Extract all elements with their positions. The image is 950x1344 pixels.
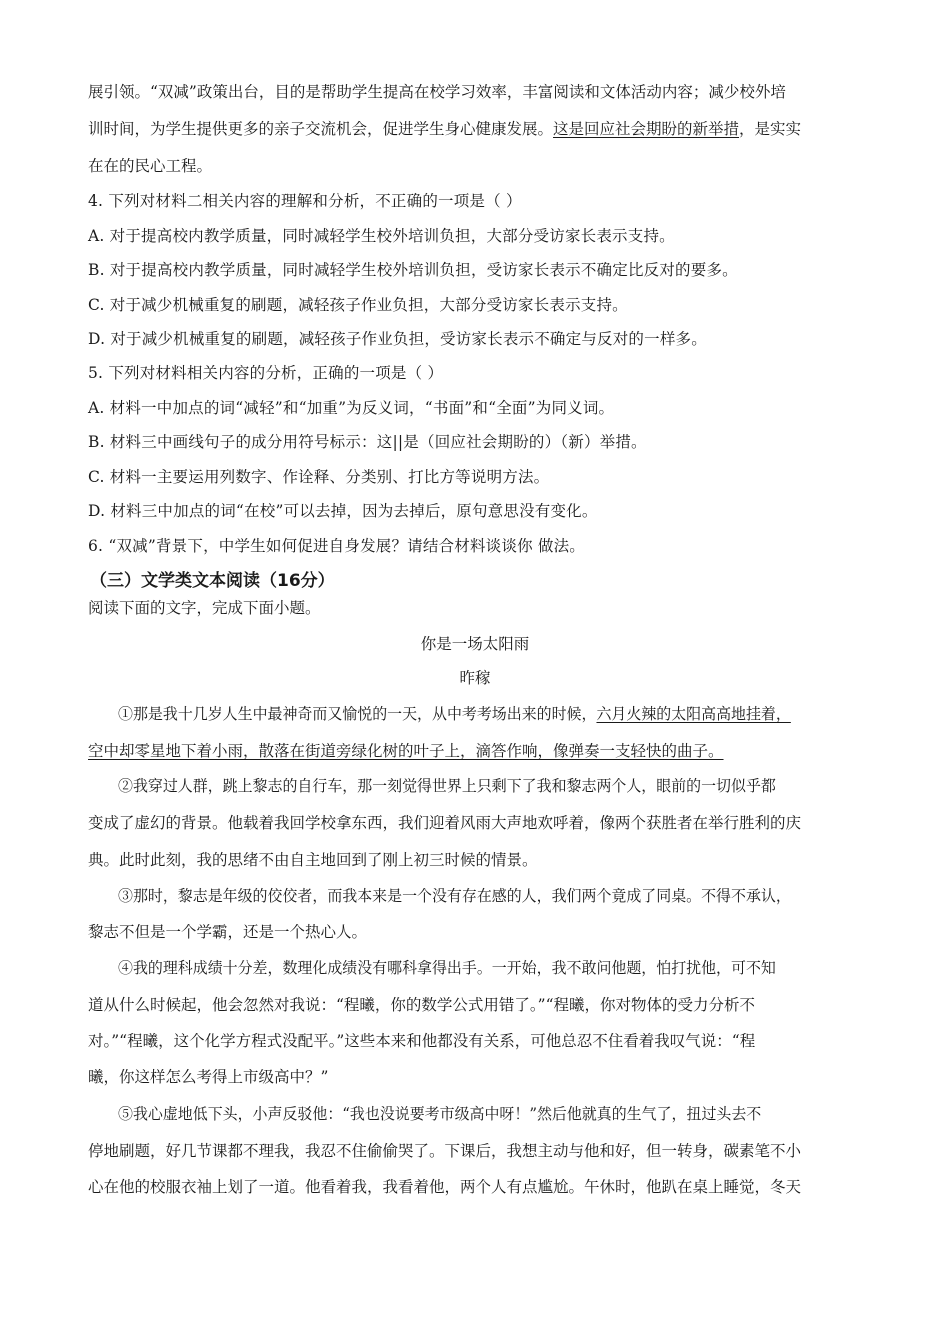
paragraph-2-line-3: 典。此时此刻，我的思绪不由自主地回到了刚上初三时候的情景。 [88,851,538,869]
question-5-option-d[interactable]: D. 材料三中加点的词“在校”可以去掉，因为去掉后，原句意思没有变化。 [88,502,598,520]
question-6-stem: 6. “双减”背景下，中学生如何促进自身发展？请结合材料谈谈你 做法。 [88,537,585,555]
section-instruction: 阅读下面的文字，完成下面小题。 [88,599,321,617]
question-4-stem: 4. 下列对材料二相关内容的理解和分析，不正确的一项是（ ） [88,192,522,210]
question-4-option-b[interactable]: B. 对于提高校内教学质量，同时减轻学生校外培训负担，受访家长表示不确定比反对的要多。 [88,261,738,279]
intro-line-2-tail: ，是实实 [739,120,802,138]
paragraph-1-number: ① [118,705,133,723]
question-5-option-c[interactable]: C. 材料一主要运用列数字、作诠释、分类别、打比方等说明方法。 [88,468,550,486]
paragraph-1-underlined-1: 六月火辣的太阳高高地挂着， [596,705,791,723]
paragraph-5-line-3: 心在他的校服衣袖上划了一道。他看着我，我看着他，两个人有点尴尬。午休时，他趴在桌上睡觉，冬天 [88,1178,802,1196]
paragraph-1-underlined-2: 空中却零星地下着小雨，散落在街道旁绿化树的叶子上，滴答作响，像弹奏一支轻快的曲子。 [88,742,724,760]
paragraph-4-line-4: 曦，你这样怎么考得上市级高中？” [88,1068,329,1086]
paragraph-1-text: 那是我十几岁人生中最神奇而又愉悦的一天，从中考考场出来的时候， [132,705,597,723]
question-4-option-a[interactable]: A. 对于提高校内教学质量，同时减轻学生校外培训负担，大部分受访家长表示支持。 [88,227,675,245]
question-5-option-b[interactable]: B. 材料三中画线句子的成分用符号标示：这||是（回应社会期盼的）（新）举措。 [88,433,647,451]
paragraph-3-line-1: ③那时，黎志是年级的佼佼者，而我本来是一个没有存在感的人，我们两个竟成了同桌。不得不承认， [118,887,791,905]
paragraph-4-line-1: ④我的理科成绩十分差，数理化成绩没有哪科拿得出手。一开始，我不敢问他题，怕打扰他，可不知 [118,959,776,977]
question-5-stem: 5. 下列对材料相关内容的分析，正确的一项是（ ） [88,364,444,382]
question-4-option-d[interactable]: D. 对于减少机械重复的刷题，减轻孩子作业负担，受访家长表示不确定与反对的一样多。 [88,330,707,348]
paragraph-5-line-1: ⑤我心虚地低下头，小声反驳他：“我也没说要考市级高中呀！”然后他就真的生气了，扭过头去不 [118,1105,762,1123]
paragraph-1-line-2 [88,740,878,762]
underlined-sentence: 这是回应社会期盼的新举措 [553,120,740,138]
intro-line-1: 展引领。“双减”政策出台，目的是帮助学生提高在校学习效率，丰富阅读和文体活动内容；减少校外培 [88,83,786,101]
article-author: 昨稼 [459,669,491,687]
paragraph-4-line-3: 对。”“程曦，这个化学方程式没配平。”这些本来和他都没有关系，可他总忍不住看着我叹气说：“程 [88,1032,756,1050]
paragraph-4-line-2: 道从什么时候起，他会忽然对我说：“程曦，你的数学公式用错了。”“程曦，你对物体的受力分析不 [88,996,756,1014]
paragraph-2-line-2: 变成了虚幻的背景。他载着我回学校拿东西，我们迎着风雨大声地欢呼着，像两个获胜者在举行胜利的庆 [88,814,802,832]
intro-line-3: 在在的民心工程。 [88,157,213,175]
intro-line-2-text: 训时间，为学生提供更多的亲子交流机会，促进学生身心健康发展。 [88,120,554,138]
paragraph-2-line-1: ②我穿过人群，跳上黎志的自行车，那一刻觉得世界上只剩下了我和黎志两个人，眼前的一切似乎都 [118,777,776,795]
article-title: 你是一场太阳雨 [420,635,530,653]
paragraph-1-line-1 [118,703,880,725]
section-heading: （三）文学类文本阅读（16分） [90,571,335,591]
question-4-option-c[interactable]: C. 对于减少机械重复的刷题，减轻孩子作业负担，大部分受访家长表示支持。 [88,296,628,314]
paragraph-5-line-2: 停地刷题，好几节课都不理我，我忍不住偷偷哭了。下课后，我想主动与他和好，但一转身，碳素笔不小 [88,1142,802,1160]
question-5-option-a[interactable]: A. 材料一中加点的词“减轻”和“加重”为反义词，“书面”和“全面”为同义词。 [88,399,615,417]
paragraph-3-line-2: 黎志不但是一个学霸，还是一个热心人。 [88,923,368,941]
intro-line-2 [88,118,878,140]
